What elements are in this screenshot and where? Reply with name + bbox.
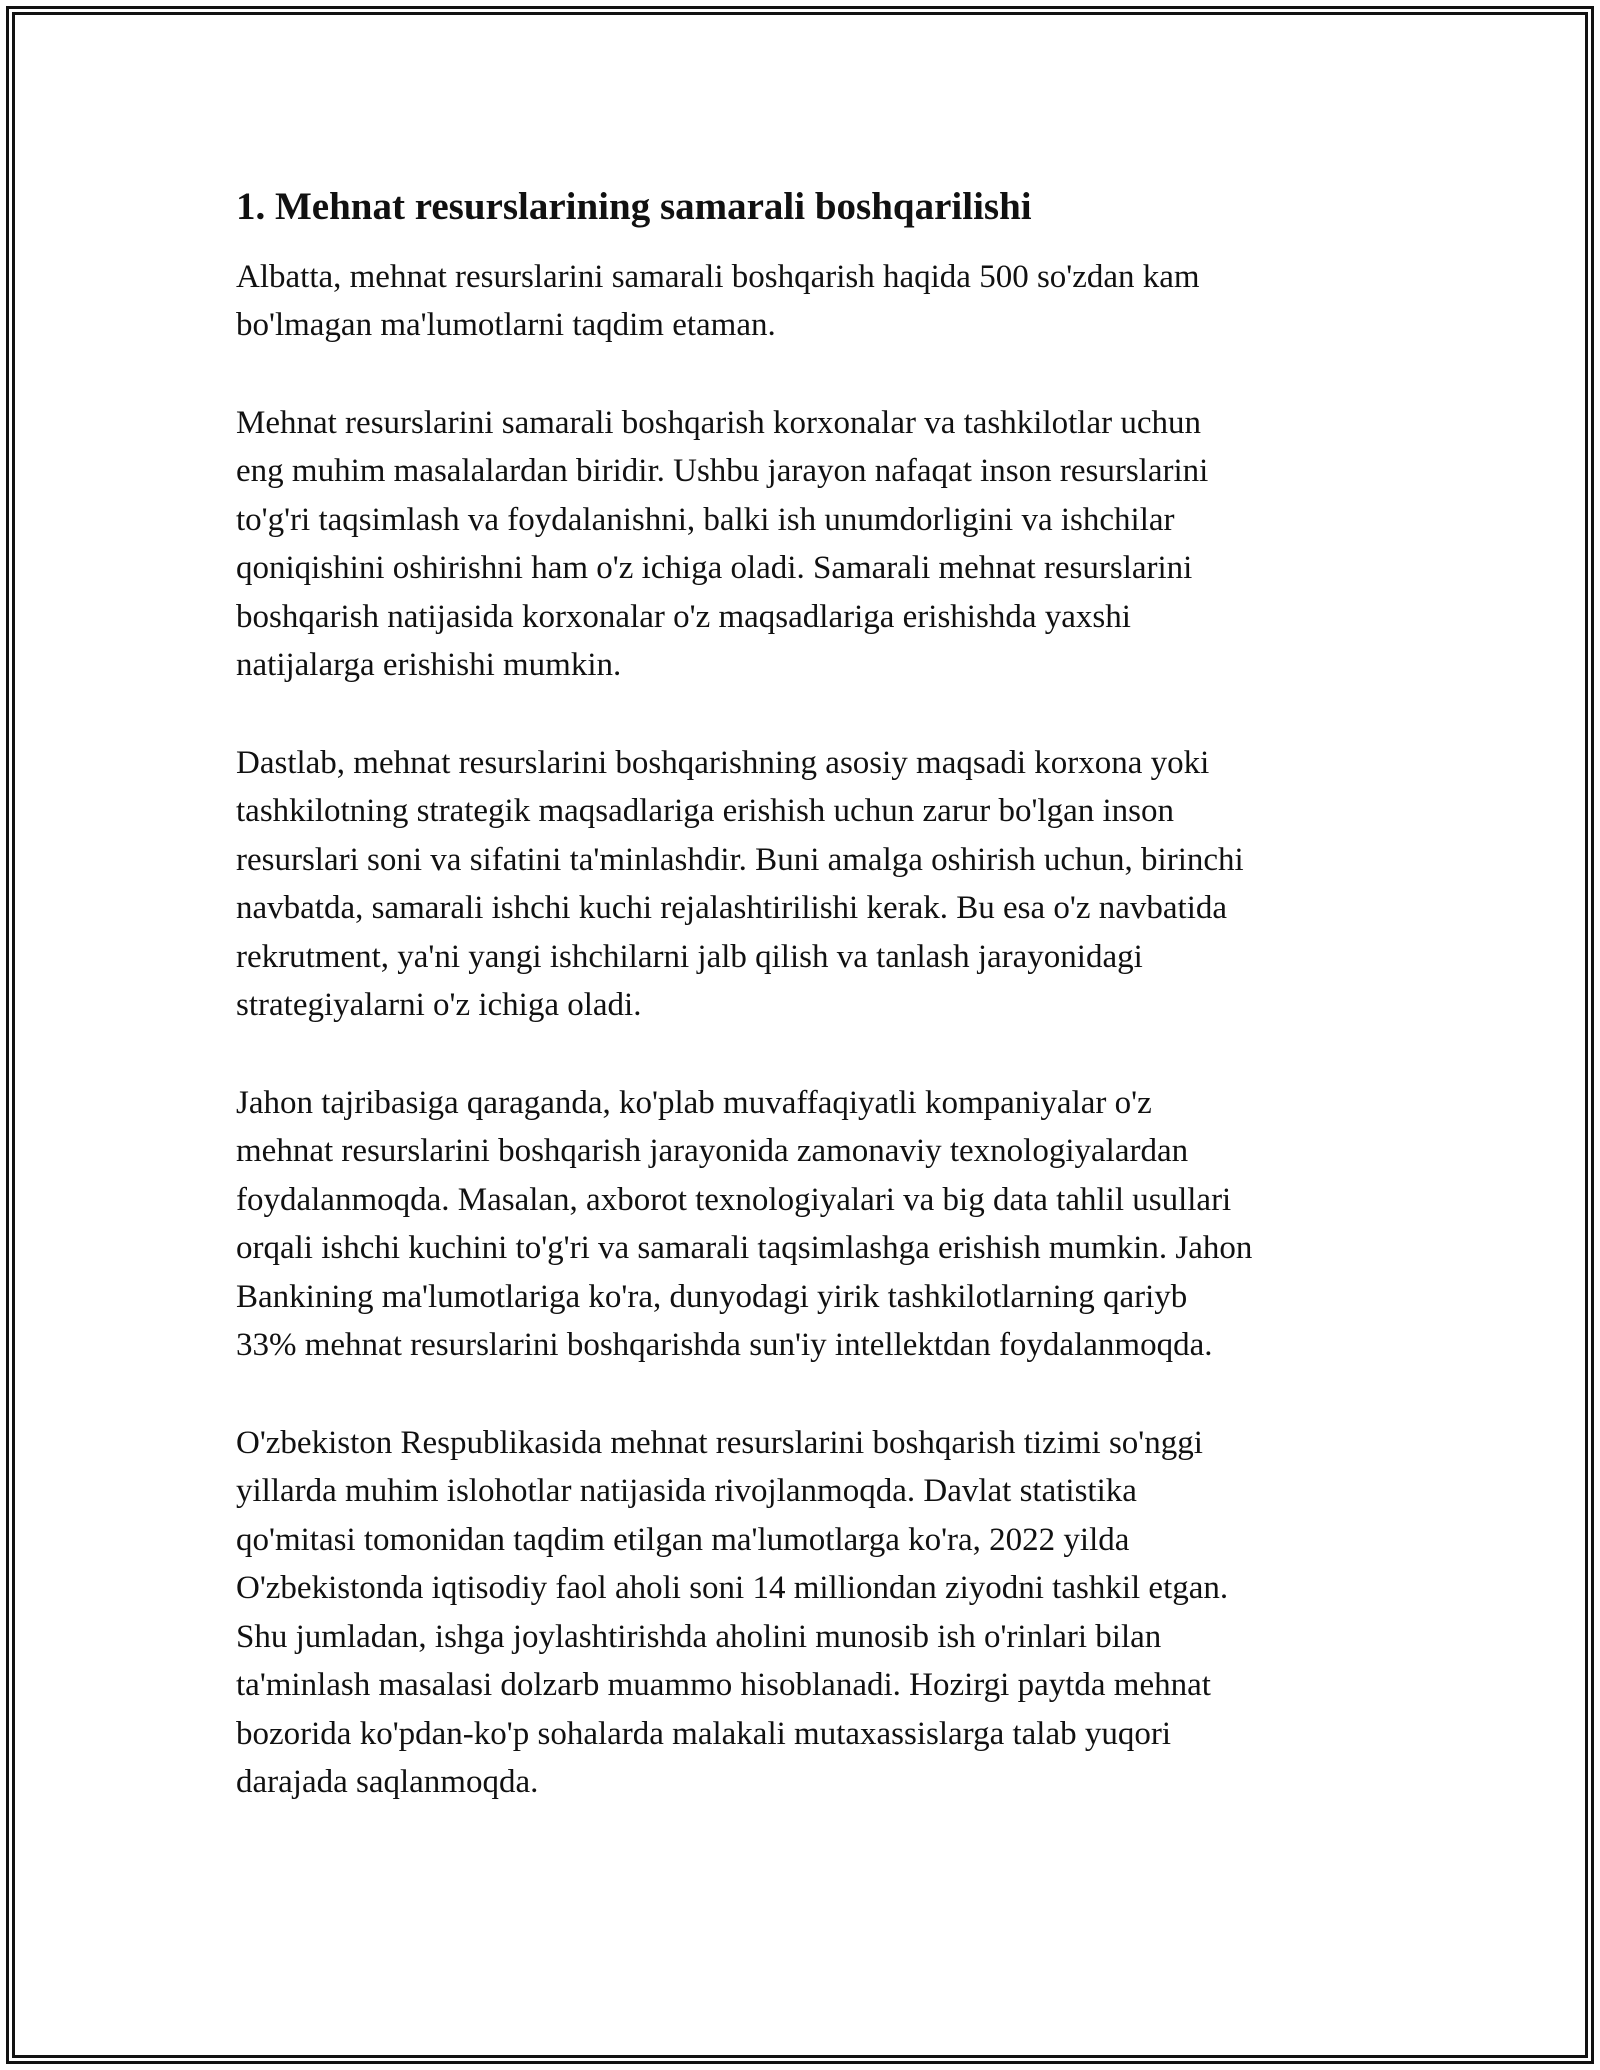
section-heading: 1. Mehnat resurslarining samarali boshqarilishi: [236, 185, 1032, 228]
document-body: [236, 184, 1386, 1856]
paragraph-main-goal: Dastlab, mehnat resurslarini boshqarishning asosiy maqsadi korxona yoki tashkilotning strategik maqsadlariga erishish uchun zarur bo'lgan inson resurslari soni va sifatini ta'minlashdir. Buni amalga oshirish uchun, birinchi navbatda, samarali ishchi kuchi rejalashtirilishi kerak. Bu esa o'z navbatida rekrutment, ya'ni yangi ishchilarni jalb qilish va tanlash jarayonidagi strategiyalarni o'z ichiga oladi.: [236, 744, 1244, 1024]
paragraph-intro: Albatta, mehnat resurslarini samarali boshqarish haqida 500 so'zdan kam bo'lmagan ma'lumotlarni taqdim etaman.: [236, 258, 1200, 344]
paragraph-importance: Mehnat resurslarini samarali boshqarish korxonalar va tashkilotlar uchun eng muhim masalalardan biridir. Ushbu jarayon nafaqat inson resurslarini to'g'ri taqsimlash va foydalanishni, balki ish unumdorligini va ishchilar qoniqishini oshirishni ham o'z ichiga oladi. Samarali mehnat resurslarini boshqarish natijasida korxonalar o'z maqsadlariga erishishda yaxshi natijalarga erishishi mumkin.: [236, 404, 1209, 684]
paragraph-world-experience: Jahon tajribasiga qaraganda, ko'plab muvaffaqiyatli kompaniyalar o'z mehnat resurslarini boshqarish jarayonida zamonaviy texnologiyalardan foydalanmoqda. Masalan, axborot texnologiyalari va big data tahlil usullari orqali ishchi kuchini to'g'ri va samarali taqsimlashga erishish mumkin. Jahon Bankining ma'lumotlariga ko'ra, dunyodagi yirik tashkilotlarning qariyb 33% mehnat resurslarini boshqarishda sun'iy intellektdan foydalanmoqda.: [236, 1084, 1253, 1364]
paragraph-uzbekistan: O'zbekiston Respublikasida mehnat resurslarini boshqarish tizimi so'nggi yillarda muhim islohotlar natijasida rivojlanmoqda. Davlat statistika qo'mitasi tomonidan taqdim etilgan ma'lumotlarga ko'ra, 2022 yilda O'zbekistonda iqtisodiy faol aholi soni 14 milliondan ziyodni tashkil etgan. Shu jumladan, ishga joylashtirishda aholini munosib ish o'rinlari bilan ta'minlash masalasi dolzarb muammo hisoblanadi. Hozirgi paytda mehnat bozorida ko'pdan-ko'p sohalarda malakali mutaxassislarga talab yuqori darajada saqlanmoqda.: [236, 1424, 1229, 1801]
